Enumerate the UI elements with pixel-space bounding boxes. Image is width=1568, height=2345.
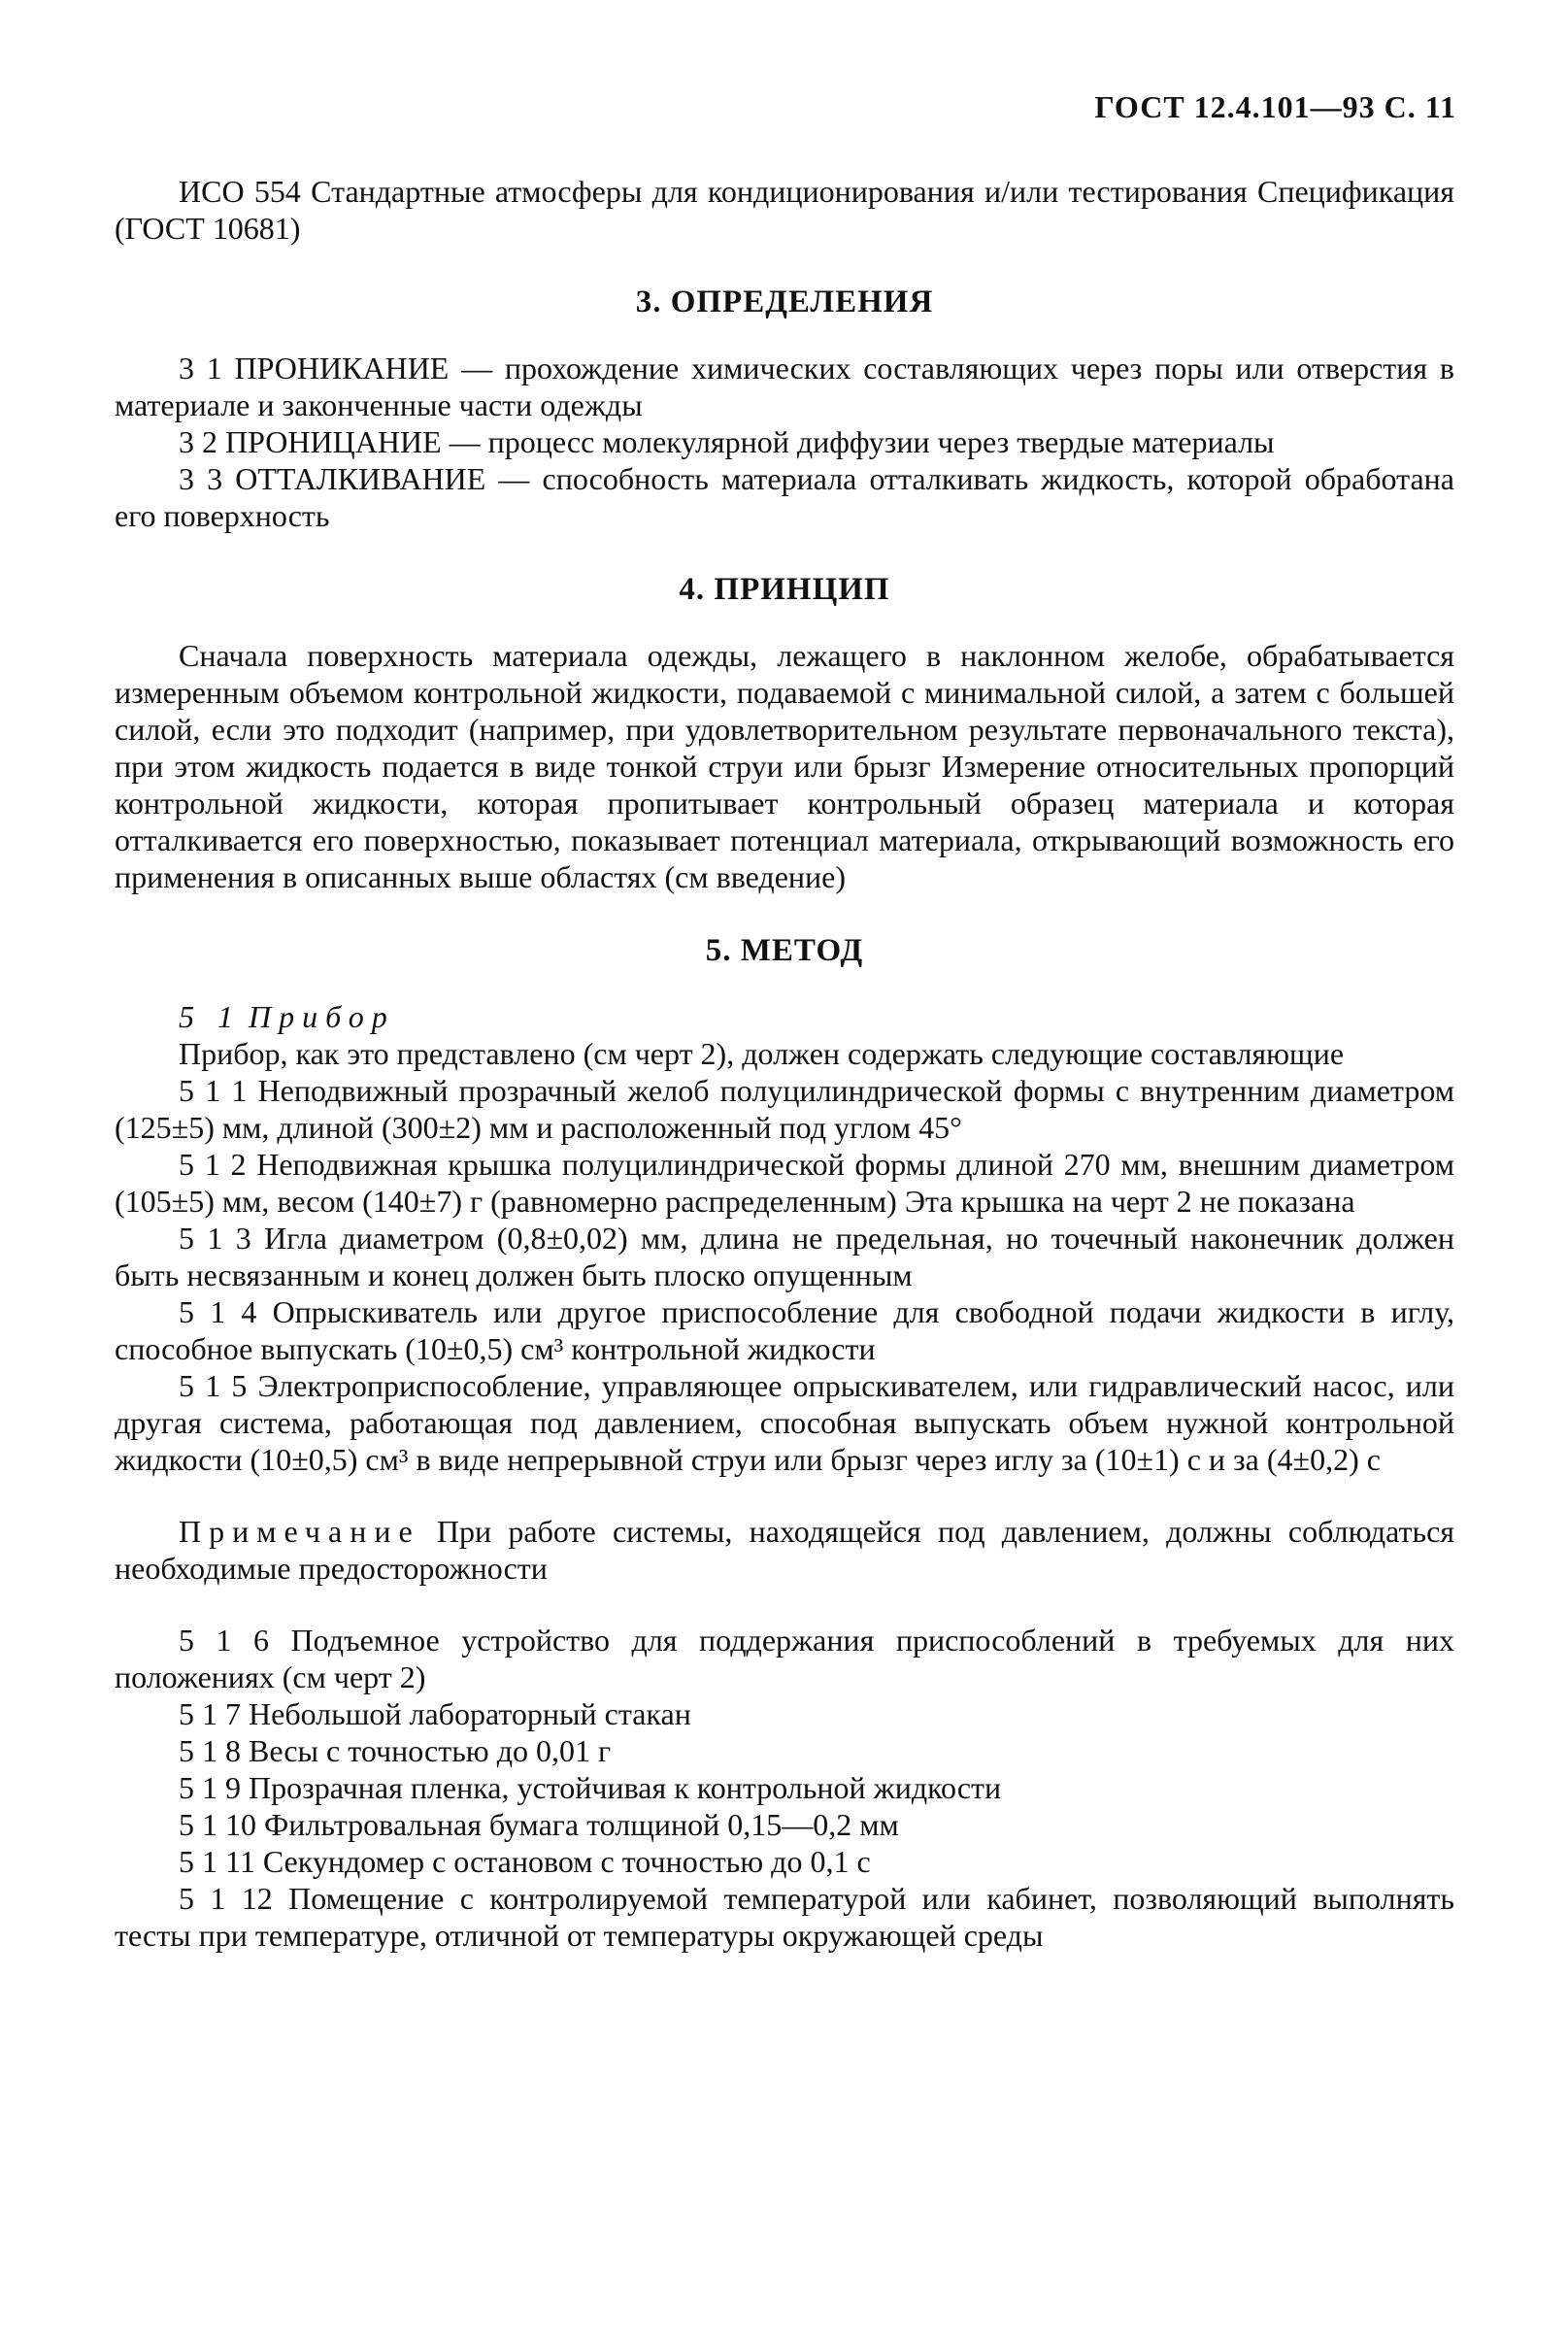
document-body: [115, 173, 1454, 1954]
definition-3-1: 3 1 ПРОНИКАНИЕ — прохождение химических составляющих через поры или отверстия в материале и законченные части одежды: [115, 351, 1454, 422]
item-5-1-7: 5 1 7 Небольшой лабораторный стакан: [179, 1696, 691, 1731]
item-5-1-6: 5 1 6 Подъемное устройство для поддержания приспособлений в требуемых для них положениях (см черт 2): [115, 1623, 1454, 1694]
section-3-title: 3. ОПРЕДЕЛЕНИЯ: [635, 285, 934, 319]
item-5-1-12: 5 1 12 Помещение с контролируемой температурой или кабинет, позволяющий выполнять тесты при температуре, отличной от температуры окружающей среды: [115, 1881, 1454, 1953]
item-5-1-11: 5 1 11 Секундомер с остановом с точностью до 0,1 с: [179, 1844, 871, 1879]
section-5-title: 5. МЕТОД: [705, 933, 864, 968]
principle-paragraph: Сначала поверхность материала одежды, лежащего в наклонном желобе, обрабатывается измеренным объемом контрольной жидкости, подаваемой с минимальной силой, а затем с большей силой, если это подходит (например, при удовлетворительном результате первоначального текста), при этом жидкость подается в виде тонкой струи или брызг Измерение относительных пропорций контрольной жидкости, которая пропитывает контрольный образец материала и которая отталкивается его поверхностью, показывает потенциал материала, открывающий возможность его применения в описанных выше областях (см введение): [115, 638, 1454, 894]
note-block: [115, 1513, 1454, 1587]
definition-3-3: 3 3 ОТТАЛКИВАНИЕ — способность материала отталкивать жидкость, которой обработана его поверхность: [115, 461, 1454, 533]
subsection-5-1-heading: [115, 998, 1454, 1035]
section-4-title: 4. ПРИНЦИП: [679, 572, 890, 607]
item-5-1-1: 5 1 1 Неподвижный прозрачный желоб полуцилиндрической формы с внутренним диаметром (125±5) мм, длиной (300±2) мм и расположенный под углом 45°: [115, 1073, 1454, 1145]
item-5-1-3: 5 1 3 Игла диаметром (0,8±0,02) мм, длина не предельная, но точечный наконечник должен быть несвязанным и конец должен быть плоско опущенным: [115, 1221, 1454, 1292]
note-text: При работе системы, находящейся под давлением, должны соблюдаться необходимые предосторожности: [115, 1514, 1455, 1586]
reference-line: ИСО 554 Стандартные атмосферы для кондиционирования и/или тестирования Спецификация (ГОСТ 10681): [115, 174, 1454, 246]
item-5-1-4: 5 1 4 Опрыскиватель или другое приспособление для свободной подачи жидкости в иглу, способное выпускать (10±0,5) см³ контрольной жидкости: [115, 1294, 1454, 1366]
item-5-1-10: 5 1 10 Фильтровальная бумага толщиной 0,15—0,2 мм: [179, 1807, 899, 1842]
item-5-1-8: 5 1 8 Весы с точностью до 0,01 г: [179, 1733, 612, 1768]
item-5-1-9: 5 1 9 Прозрачная пленка, устойчивая к контрольной жидкости: [179, 1770, 1002, 1805]
apparatus-intro: Прибор, как это представлено (см черт 2), должен содержать следующие составляющие: [179, 1036, 1345, 1071]
running-header: ГОСТ 12.4.101—93 С. 11: [1094, 89, 1456, 124]
note-label: Примечание: [179, 1514, 420, 1549]
item-5-1-2: 5 1 2 Неподвижная крышка полуцилиндрической формы длиной 270 мм, внешним диаметром (105±5) мм, весом (140±7) г (равномерно распределенным) Эта крышка на черт 2 не показана: [115, 1147, 1454, 1219]
definition-3-2: 3 2 ПРОНИЦАНИЕ — процесс молекулярной диффузии через твердые материалы: [179, 424, 1275, 459]
subsection-title: Прибор: [249, 999, 395, 1034]
subsection-number: 5 1: [179, 999, 241, 1034]
item-5-1-5: 5 1 5 Электроприспособление, управляющее опрыскивателем, или гидравлический насос, или другая система, работающая под давлением, способная выпускать объем нужной контрольной жидкости (10±0,5) см³ в виде непрерывной струи или брызг через иглу за (10±1) с и за (4±0,2) с: [115, 1368, 1454, 1477]
